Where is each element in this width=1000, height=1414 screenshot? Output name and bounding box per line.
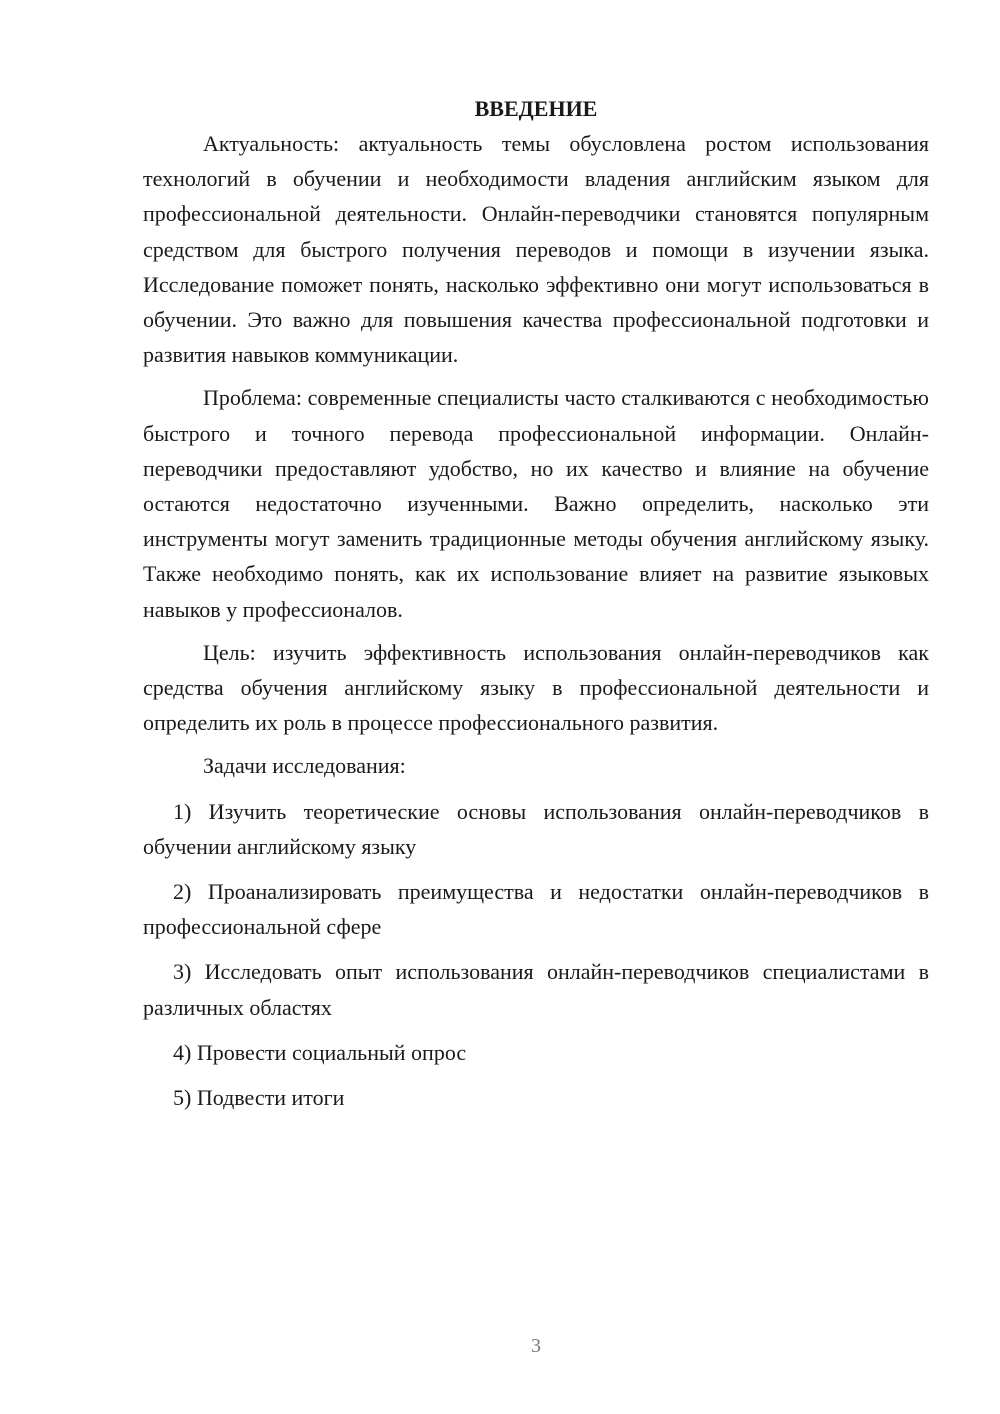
paragraph-problem: Проблема: современные специалисты часто сталкиваются с необходимостью быстрого и точного перевода профессиональной информации. Онлайн-переводчики предоставляют удобство, но их качество и влияние на обучение остаются недостаточно изученными. Важно определить, насколько эти инструменты могут заменить традиционные методы обучения английскому языку. Также необходимо понять, как их использование влияет на развитие языковых навыков у профессионалов. bbox=[143, 385, 929, 622]
task-item-1: 1) Изучить теоретические основы использования онлайн-переводчиков в обучении английскому языку bbox=[143, 798, 929, 859]
task-item-3: 3) Исследовать опыт использования онлайн-переводчиков специалистами в различных областях bbox=[143, 959, 929, 1020]
paragraph-goal: Цель: изучить эффективность использования онлайн-переводчиков как средства обучения английскому языку в профессиональной деятельности и определить их роль в процессе профессионального развития. bbox=[143, 639, 929, 736]
document-body bbox=[143, 91, 929, 1115]
task-item-5: 5) Подвести итоги bbox=[173, 1085, 345, 1111]
task-item-4: 4) Провести социальный опрос bbox=[173, 1039, 467, 1065]
section-title: ВВЕДЕНИЕ bbox=[474, 96, 598, 121]
task-item-2: 2) Проанализировать преимущества и недостатки онлайн-переводчиков в профессиональной сфере bbox=[143, 879, 929, 940]
tasks-heading: Задачи исследования: bbox=[203, 753, 406, 779]
paragraph-relevance: Актуальность: актуальность темы обусловлена ростом использования технологий в обучении и необходимости владения английским языком для профессиональной деятельности. Онлайн-переводчики становятся популярным средством для быстрого получения переводов и помощи в изучении языка. Исследование поможет понять, насколько эффективно они могут использоваться в обучении. Это важно для повышения качества профессиональной подготовки и развития навыков коммуникации. bbox=[143, 131, 929, 368]
page-number: 3 bbox=[531, 1335, 541, 1357]
